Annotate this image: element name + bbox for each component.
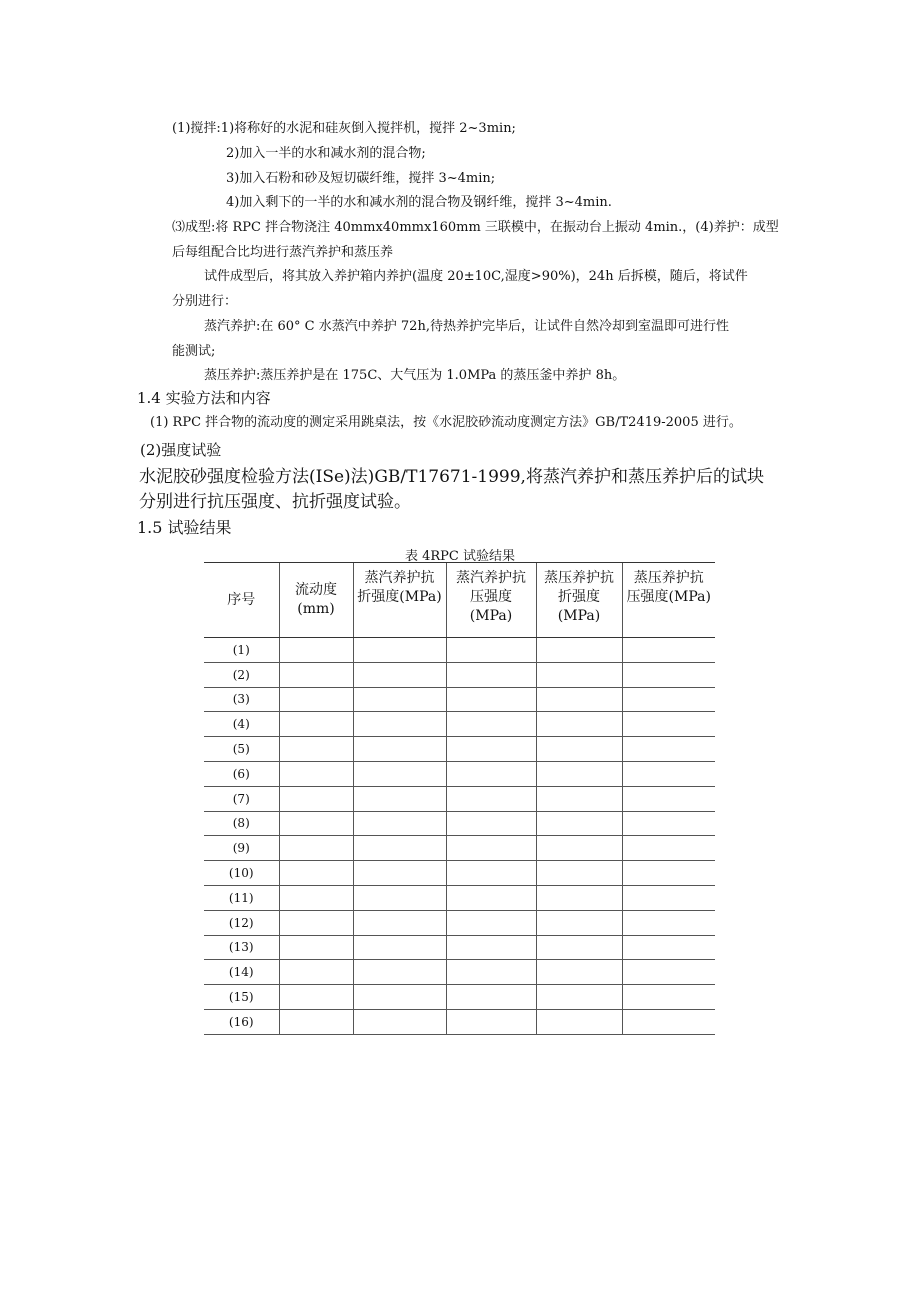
empty-cell	[279, 885, 353, 910]
strength-test-text-cont: 分别进行抗压强度、抗折强度试验。	[139, 492, 411, 512]
empty-cell	[446, 935, 536, 960]
empty-cell	[536, 910, 622, 935]
header-line: 流动度	[295, 582, 337, 599]
table-row	[204, 935, 715, 960]
empty-cell	[446, 960, 536, 985]
empty-cell	[536, 712, 622, 737]
empty-cell	[536, 761, 622, 786]
empty-cell	[536, 786, 622, 811]
empty-cell	[536, 1009, 622, 1034]
empty-cell	[353, 786, 446, 811]
empty-cell	[536, 836, 622, 861]
header-flowability	[279, 563, 353, 638]
empty-cell	[279, 861, 353, 886]
empty-cell	[622, 811, 715, 836]
step-forming: ⑶成型:将 RPC 拌合物浇注 40mmx40mmx160mm 三联模中，在振动台上振动 4min.，(4)养护：成型	[172, 220, 779, 235]
row-index: (1)	[204, 638, 279, 663]
header-line: 蒸汽养护抗	[456, 570, 526, 586]
row-index: (5)	[204, 737, 279, 762]
row-index: (9)	[204, 836, 279, 861]
table-row	[204, 761, 715, 786]
empty-cell	[279, 836, 353, 861]
strength-test-heading: (2)强度试验	[140, 441, 222, 459]
header-line: 序号	[227, 591, 256, 608]
empty-cell	[446, 638, 536, 663]
step-mixing-3: 3)加入石粉和砂及短切碳纤维，搅拌 3~4min;	[226, 171, 496, 186]
empty-cell	[622, 861, 715, 886]
strength-test-text: 水泥胶砂强度检验方法(ISe)法)GB/T17671-1999,将蒸汽养护和蒸压养护后的试块	[139, 467, 764, 487]
results-table	[204, 562, 715, 1035]
table-row	[204, 662, 715, 687]
empty-cell	[279, 985, 353, 1010]
empty-cell	[622, 885, 715, 910]
empty-cell	[353, 935, 446, 960]
autoclave-curing: 蒸压养护:蒸压养护是在 175C、大气压为 1.0MPa 的蒸压釜中养护 8h。	[204, 368, 626, 383]
header-line: 折强度	[558, 588, 600, 605]
empty-cell	[536, 985, 622, 1010]
empty-cell	[353, 638, 446, 663]
header-steam-compressive	[446, 563, 536, 638]
empty-cell	[446, 811, 536, 836]
empty-cell	[446, 786, 536, 811]
row-index: (2)	[204, 662, 279, 687]
step-mixing-1: (1)搅拌:1)将称好的水泥和硅灰倒入搅拌机，搅拌 2~3min;	[172, 121, 516, 136]
empty-cell	[622, 638, 715, 663]
empty-cell	[353, 811, 446, 836]
empty-cell	[353, 910, 446, 935]
table-row	[204, 910, 715, 935]
row-index: (6)	[204, 761, 279, 786]
row-index: (4)	[204, 712, 279, 737]
header-line: (MPa)	[469, 607, 513, 624]
empty-cell	[446, 910, 536, 935]
curing-intro: 试件成型后，将其放入养护箱内养护(温度 20±10C,湿度>90%)，24h 后拆模，随后，将试件	[204, 269, 748, 284]
empty-cell	[446, 737, 536, 762]
empty-cell	[279, 811, 353, 836]
step-forming-cont: 后每组配合比均进行蒸汽养护和蒸压养	[172, 245, 394, 260]
table-row	[204, 712, 715, 737]
row-index: (16)	[204, 1009, 279, 1034]
empty-cell	[279, 960, 353, 985]
header-index	[204, 563, 279, 638]
empty-cell	[353, 687, 446, 712]
empty-cell	[353, 1009, 446, 1034]
empty-cell	[279, 662, 353, 687]
row-index: (14)	[204, 960, 279, 985]
empty-cell	[353, 737, 446, 762]
header-line: 折强度(MPa)	[357, 588, 442, 605]
empty-cell	[536, 662, 622, 687]
table-row	[204, 1009, 715, 1034]
header-line: (mm)	[297, 601, 335, 617]
empty-cell	[279, 761, 353, 786]
empty-cell	[622, 1009, 715, 1034]
row-index: (12)	[204, 910, 279, 935]
empty-cell	[622, 836, 715, 861]
empty-cell	[446, 1009, 536, 1034]
table-row	[204, 786, 715, 811]
header-line: 压强度(MPa)	[626, 588, 711, 605]
step-mixing-2: 2)加入一半的水和减水剂的混合物;	[226, 146, 426, 161]
header-steam-flexural	[353, 563, 446, 638]
empty-cell	[622, 662, 715, 687]
empty-cell	[446, 861, 536, 886]
empty-cell	[353, 662, 446, 687]
empty-cell	[536, 811, 622, 836]
empty-cell	[279, 638, 353, 663]
empty-cell	[622, 935, 715, 960]
empty-cell	[536, 861, 622, 886]
table-header-row	[204, 563, 715, 638]
empty-cell	[279, 935, 353, 960]
empty-cell	[353, 836, 446, 861]
empty-cell	[446, 712, 536, 737]
table-row	[204, 687, 715, 712]
empty-cell	[622, 687, 715, 712]
steam-curing: 蒸汽养护:在 60° C 水蒸汽中养护 72h,待热养护完毕后，让试件自然冷却到室温即可进行性	[204, 319, 729, 334]
empty-cell	[279, 1009, 353, 1034]
empty-cell	[622, 712, 715, 737]
header-line: 蒸汽养护抗	[364, 570, 435, 586]
header-autoclave-compressive	[622, 563, 715, 638]
empty-cell	[536, 638, 622, 663]
empty-cell	[446, 761, 536, 786]
empty-cell	[353, 712, 446, 737]
curing-intro-cont: 分别进行：	[172, 294, 238, 309]
row-index: (8)	[204, 811, 279, 836]
header-line: 蒸压养护抗	[544, 570, 614, 586]
header-line: 蒸压养护抗	[633, 570, 704, 586]
table-row	[204, 638, 715, 663]
empty-cell	[446, 662, 536, 687]
section-heading-1-5: 1.5 试验结果	[137, 518, 232, 537]
empty-cell	[279, 910, 353, 935]
table-row	[204, 836, 715, 861]
row-index: (15)	[204, 985, 279, 1010]
empty-cell	[622, 786, 715, 811]
header-line: 压强度	[470, 588, 512, 605]
empty-cell	[536, 960, 622, 985]
empty-cell	[536, 737, 622, 762]
empty-cell	[446, 687, 536, 712]
table-row	[204, 861, 715, 886]
empty-cell	[446, 836, 536, 861]
table-body	[204, 638, 715, 1035]
row-index: (3)	[204, 687, 279, 712]
empty-cell	[446, 885, 536, 910]
header-autoclave-flexural	[536, 563, 622, 638]
empty-cell	[536, 935, 622, 960]
empty-cell	[279, 687, 353, 712]
empty-cell	[353, 761, 446, 786]
empty-cell	[279, 786, 353, 811]
table-row	[204, 885, 715, 910]
empty-cell	[622, 910, 715, 935]
table-row	[204, 737, 715, 762]
empty-cell	[536, 687, 622, 712]
empty-cell	[353, 960, 446, 985]
step-mixing-4: 4)加入剩下的一半的水和减水剂的混合物及钢纤维，搅拌 3~4min.	[226, 195, 612, 210]
table-row	[204, 960, 715, 985]
table-row	[204, 811, 715, 836]
row-index: (11)	[204, 885, 279, 910]
steam-curing-cont: 能测试;	[172, 344, 216, 359]
header-line: (MPa)	[557, 607, 601, 624]
table-row	[204, 985, 715, 1010]
empty-cell	[446, 985, 536, 1010]
row-index: (7)	[204, 786, 279, 811]
empty-cell	[536, 885, 622, 910]
empty-cell	[353, 861, 446, 886]
empty-cell	[353, 985, 446, 1010]
empty-cell	[279, 737, 353, 762]
section-heading-1-4: 1.4 实验方法和内容	[137, 389, 271, 407]
empty-cell	[353, 885, 446, 910]
row-index: (10)	[204, 861, 279, 886]
empty-cell	[279, 712, 353, 737]
empty-cell	[622, 960, 715, 985]
row-index: (13)	[204, 935, 279, 960]
empty-cell	[622, 761, 715, 786]
empty-cell	[622, 737, 715, 762]
table-caption: 表 4RPC 试验结果	[404, 549, 516, 564]
flow-test-text: (1) RPC 拌合物的流动度的测定采用跳桌法，按《水泥胶砂流动度测定方法》GB/T2419-2005 进行。	[150, 415, 742, 430]
empty-cell	[622, 985, 715, 1010]
